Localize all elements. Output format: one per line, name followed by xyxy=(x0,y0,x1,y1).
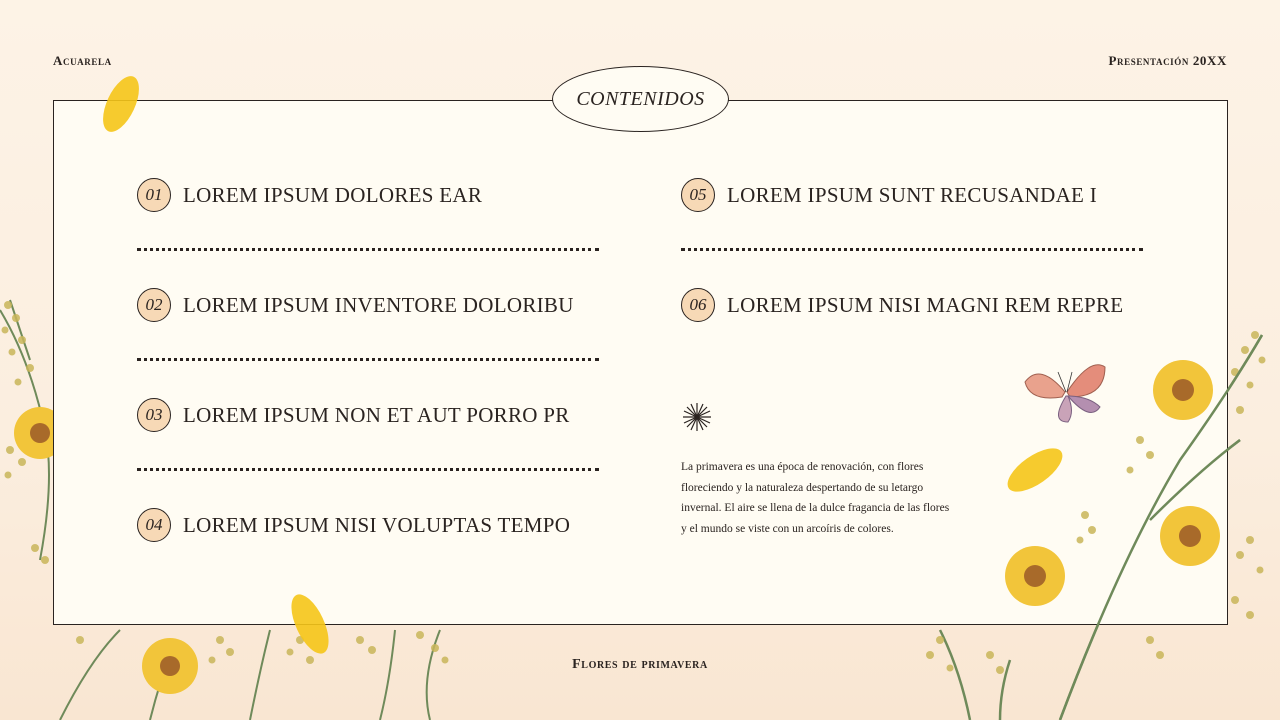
item-number-badge: 02 xyxy=(137,288,171,322)
footer-label: Flores de primavera xyxy=(572,657,708,672)
dotted-divider xyxy=(137,468,599,471)
dotted-divider xyxy=(681,248,1143,251)
list-item xyxy=(137,178,482,212)
item-label: LOREM IPSUM NON ET AUT PORRO PR xyxy=(183,402,570,427)
list-item xyxy=(681,288,1123,322)
item-label: LOREM IPSUM NISI MAGNI REM REPRE xyxy=(727,292,1124,317)
item-label: LOREM IPSUM NISI VOLUPTAS TEMPO xyxy=(183,512,571,537)
list-item xyxy=(681,178,1097,212)
item-label: LOREM IPSUM SUNT RECUSANDAE I xyxy=(727,182,1098,207)
dotted-divider xyxy=(137,248,599,251)
header-left-label: Acuarela xyxy=(53,53,112,68)
description-text: La primavera es una época de renovación, con flores floreciendo y la naturaleza despertando de su letargo invernal. El aire se llena de la dulce fragancia de las flores y el mundo se viste con un arcoíris de colores. xyxy=(681,461,950,535)
item-label: LOREM IPSUM INVENTORE DOLORIBU xyxy=(183,292,574,317)
list-item xyxy=(137,288,574,322)
dotted-divider xyxy=(137,358,599,361)
header-right-label: Presentación 20XX xyxy=(1108,53,1227,68)
item-number-badge: 03 xyxy=(137,398,171,432)
item-number-badge: 05 xyxy=(681,178,715,212)
sparkle-star-icon xyxy=(682,402,712,432)
item-number-badge: 04 xyxy=(137,508,171,542)
item-label: LOREM IPSUM DOLORES EAR xyxy=(183,182,483,207)
item-number-badge: 01 xyxy=(137,178,171,212)
page-title: CONTENIDOS xyxy=(552,66,729,132)
list-item xyxy=(137,398,570,432)
list-item xyxy=(137,508,570,542)
butterfly-icon xyxy=(1020,352,1110,427)
item-number-badge: 06 xyxy=(681,288,715,322)
